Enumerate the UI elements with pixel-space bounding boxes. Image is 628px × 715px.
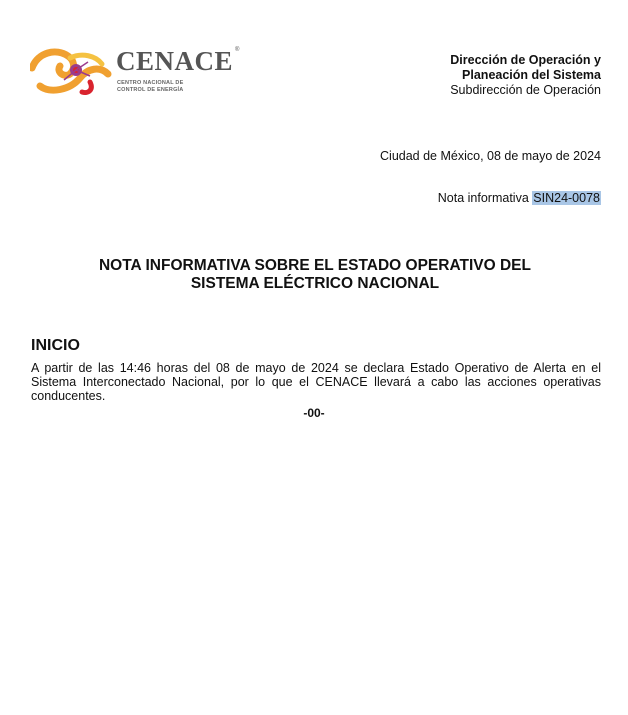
closing-mark: -00- [303,406,325,420]
logo-registered-mark: ® [235,47,240,53]
note-code: SIN24-0078 [533,191,600,205]
subdepartment: Subdirección de Operación [450,83,601,97]
note-reference [438,191,601,205]
logo-subtitle-line2: CONTROL DE ENERGÍA [117,87,184,93]
document-title [20,257,610,293]
document-title-line1: NOTA INFORMATIVA SOBRE EL ESTADO OPERATIVO DEL [98,257,531,274]
logo-subtitle-line1: CENTRO NACIONAL DE [117,80,184,86]
note-label: Nota informativa [437,191,529,205]
document-date: Ciudad de México, 08 de mayo de 2024 [380,149,601,163]
body-paragraph: A partir de las 14:46 horas del 08 de mayo de 2024 se declara Estado Operativo de Alerta en el Sistema Interconectado Nacional, por lo que el CENACE llevará a cabo las acciones operativas conducentes. [31,361,601,403]
logo-name: CENACE [116,46,234,76]
logo-subtitle [117,80,183,94]
section-heading: INICIO [31,337,80,354]
cenace-logo [30,44,250,100]
department-header [450,53,601,98]
department-line2: Planeación del Sistema [462,68,601,82]
department-line1: Dirección de Operación y [450,53,601,67]
cenace-logo-icon [30,46,112,96]
document-title-line2: SISTEMA ELÉCTRICO NACIONAL [190,275,440,292]
